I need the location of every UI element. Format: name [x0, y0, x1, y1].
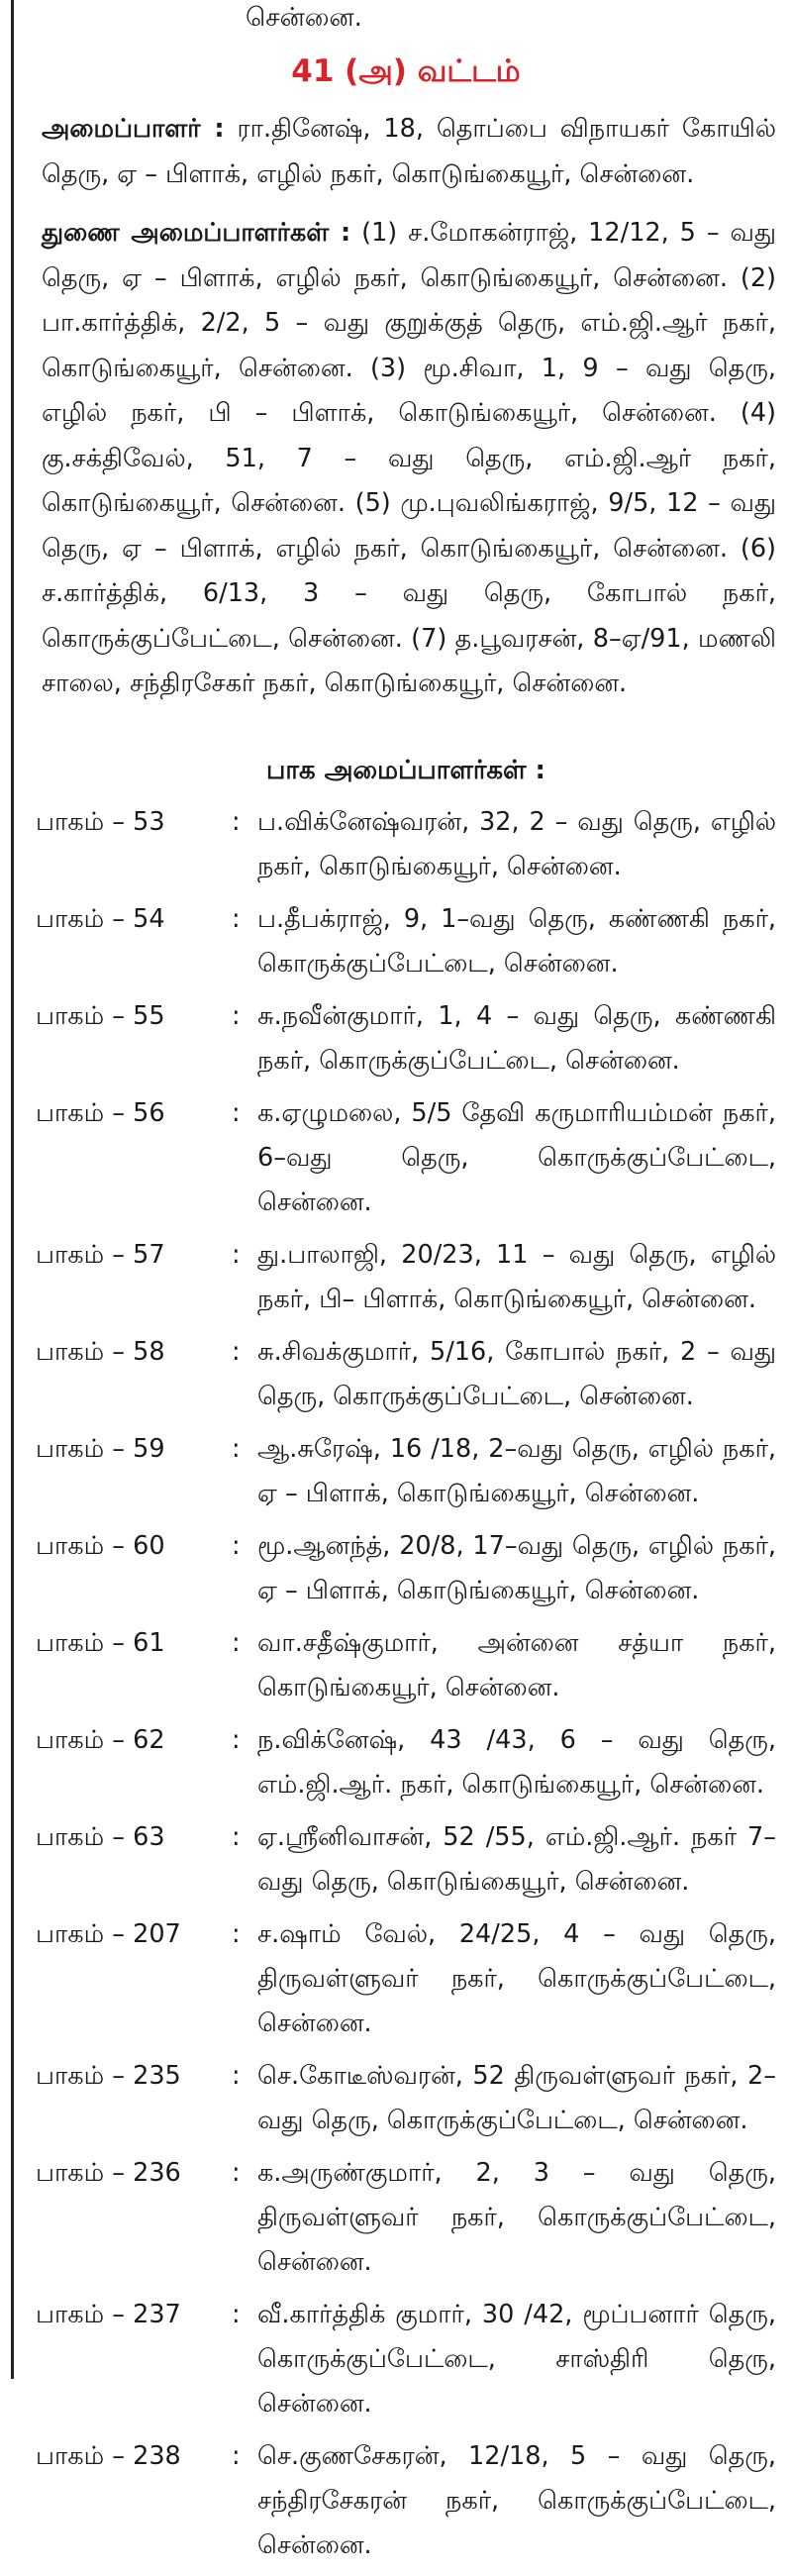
booth-organizer-details: ந.விக்னேஷ், 43 /43, 6 – வது தெரு, எம்.ஜி.ஆர். நகர், கொடுங்கையூர், சென்னை.: [257, 1724, 776, 1800]
booth-number: பாகம் – 207: [36, 1918, 181, 1949]
list-item: [36, 1815, 776, 1905]
colon-separator: :: [232, 1724, 241, 1755]
colon-separator: :: [232, 1000, 241, 1031]
booth-organizer-details: வீ.கார்த்திக் குமார், 30 /42, மூப்பனார் தெரு, கொருக்குப்பேட்டை, சாஸ்திரி தெரு, சென்னை.: [257, 2299, 776, 2419]
booth-organizer-list: [36, 800, 776, 2568]
booth-organizer-details: ஆ.சுரேஷ், 16 /18, 2–வது தெரு, எழில் நகர், ஏ – பிளாக், கொடுங்கையூர், சென்னை.: [257, 1433, 776, 1508]
booth-number: பாகம் – 62: [36, 1724, 165, 1755]
colon-separator: :: [232, 2060, 241, 2091]
booth-number: பாகம் – 61: [36, 1627, 165, 1658]
booth-organizer-details: க.அருண்குமார், 2, 3 – வது தெரு, திருவள்ளுவர் நகர், கொருக்குப்பேட்டை, சென்னை.: [257, 2157, 776, 2277]
booth-number: பாகம் – 60: [36, 1530, 165, 1561]
list-item: [36, 1524, 776, 1613]
colon-separator: :: [232, 903, 241, 934]
section-heading: பாக அமைப்பாளர்கள் :: [266, 755, 545, 785]
list-item: [36, 1912, 776, 2046]
booth-organizer-details: து.பாலாஜி, 20/23, 11 – வது தெரு, எழில் நகர், பி– பிளாக், கொடுங்கையூர், சென்னை.: [257, 1239, 776, 1314]
booth-number: பாகம் – 53: [36, 806, 165, 837]
colon-separator: :: [232, 1336, 241, 1367]
booth-number: பாகம் – 238: [36, 2440, 181, 2471]
booth-number: பாகம் – 236: [36, 2157, 181, 2188]
left-border-rule: [11, 0, 14, 2379]
organizer-text: ரா.தினேஷ், 18, தொப்பை விநாயகர் கோயில் தெரு, ஏ – பிளாக், எழில் நகர், கொடுங்கையூர், சென்னை.: [42, 114, 776, 189]
list-item: [36, 1091, 776, 1225]
booth-organizer-details: மூ.ஆனந்த், 20/8, 17–வது தெரு, எழில் நகர், ஏ – பிளாக், கொடுங்கையூர், சென்னை.: [257, 1530, 776, 1605]
colon-separator: :: [232, 1433, 241, 1464]
colon-separator: :: [232, 1097, 241, 1128]
list-item: [36, 1233, 776, 1322]
booth-organizer-details: சு.சிவக்குமார், 5/16, கோபால் நகர், 2 – வது தெரு, கொருக்குப்பேட்டை, சென்னை.: [257, 1336, 776, 1411]
booth-number: பாகம் – 55: [36, 1000, 165, 1031]
booth-number: பாகம் – 56: [36, 1097, 165, 1128]
booth-organizer-details: ப.தீபக்ராஜ், 9, 1–வது தெரு, கண்ணகி நகர், கொருக்குப்பேட்டை, சென்னை.: [257, 903, 776, 979]
deputy-organizers-label: துணை அமைப்பாளர்கள் :: [42, 218, 351, 248]
colon-separator: :: [232, 1918, 241, 1949]
booth-organizer-details: க.ஏழுமலை, 5/5 தேவி கருமாரியம்மன் நகர், 6–வது தெரு, கொருக்குப்பேட்டை, சென்னை.: [257, 1097, 776, 1217]
colon-separator: :: [232, 1627, 241, 1658]
organizer-label: அமைப்பாளர் :: [42, 114, 225, 144]
list-item: [36, 1718, 776, 1807]
ward-title: 41 (அ) வட்டம்: [291, 53, 521, 89]
booth-organizer-details: ஏ.ஸ்ரீனிவாசன், 52 /55, எம்.ஜி.ஆர். நகர் 7–வது தெரு, கொடுங்கையூர், சென்னை.: [257, 1821, 776, 1897]
list-item: [36, 2151, 776, 2285]
booth-organizer-details: செ.கோடீஸ்வரன், 52 திருவள்ளுவர் நகர், 2–வது தெரு, கொருக்குப்பேட்டை, சென்னை.: [257, 2060, 776, 2135]
colon-separator: :: [232, 1821, 241, 1852]
document-content: [36, 0, 776, 2576]
list-item: [36, 1621, 776, 1710]
list-item: [36, 897, 776, 986]
colon-separator: :: [232, 2299, 241, 2329]
booth-number: பாகம் – 57: [36, 1239, 165, 1270]
list-item: [36, 994, 776, 1083]
continued-text-line: சென்னை.: [246, 3, 362, 33]
colon-separator: :: [232, 2440, 241, 2471]
booth-organizer-details: வா.சதீஷ்குமார், அன்னை சத்யா நகர், கொடுங்கையூர், சென்னை.: [257, 1627, 776, 1702]
deputy-organizers-text: (1) ச.மோகன்ராஜ், 12/12, 5 – வது தெரு, ஏ – பிளாக், எழில் நகர், கொடுங்கையூர், சென்னை. (2) பா.கார்த்திக், 2/2, 5 – வது குறுக்குத் தெரு, எம்.ஜி.ஆர் நகர், கொடுங்கையூர், சென்னை. (3) மூ.சிவா, 1, 9 – வது தெரு, எழில் நகர், பி – பிளாக், கொடுங்கையூர், சென்னை. (4) கு.சக்திவேல், 51, 7 – வது தெரு, எம்.ஜி.ஆர் நகர், கொடுங்கையூர், சென்னை. (5) மு.புவலிங்கராஜ், 9/5, 12 – வது தெரு, ஏ – பிளாக், எழில் நகர், கொடுங்கையூர், சென்னை. (6) ச.கார்த்திக், 6/13, 3 – வது தெரு, கோபால் நகர், கொருக்குப்பேட்டை, சென்னை. (7) த.பூவரசன், 8–ஏ/91, மணலி சாலை, சந்திரசேகர் நகர், கொடுங்கையூர், சென்னை.: [42, 218, 777, 698]
booth-number: பாகம் – 54: [36, 903, 165, 934]
booth-organizer-details: ப.விக்னேஷ்வரன், 32, 2 – வது தெரு, எழில் நகர், கொடுங்கையூர், சென்னை.: [257, 806, 776, 881]
list-item: [36, 2293, 776, 2426]
deputy-organizers-paragraph: [36, 211, 776, 707]
colon-separator: :: [232, 1239, 241, 1270]
colon-separator: :: [232, 1530, 241, 1561]
list-item: [36, 1330, 776, 1419]
booth-organizer-details: ச.ஷாம் வேல், 24/25, 4 – வது தெரு, திருவள்ளுவர் நகர், கொருக்குப்பேட்டை, சென்னை.: [257, 1918, 776, 2038]
booth-number: பாகம் – 59: [36, 1433, 165, 1464]
booth-number: பாகம் – 58: [36, 1336, 165, 1367]
list-item: [36, 2434, 776, 2568]
list-item: [36, 1427, 776, 1516]
booth-organizer-details: சு.நவீன்குமார், 1, 4 – வது தெரு, கண்ணகி நகர், கொருக்குப்பேட்டை, சென்னை.: [257, 1000, 776, 1076]
colon-separator: :: [232, 2157, 241, 2188]
booth-number: பாகம் – 237: [36, 2299, 181, 2329]
booth-organizer-details: செ.குணசேகரன், 12/18, 5 – வது தெரு, சந்திரசேகரன் நகர், கொருக்குப்பேட்டை, சென்னை.: [257, 2440, 776, 2560]
list-item: [36, 2054, 776, 2143]
booth-number: பாகம் – 235: [36, 2060, 181, 2091]
organizer-paragraph: [36, 107, 776, 197]
list-item: [36, 800, 776, 889]
booth-number: பாகம் – 63: [36, 1821, 165, 1852]
colon-separator: :: [232, 806, 241, 837]
